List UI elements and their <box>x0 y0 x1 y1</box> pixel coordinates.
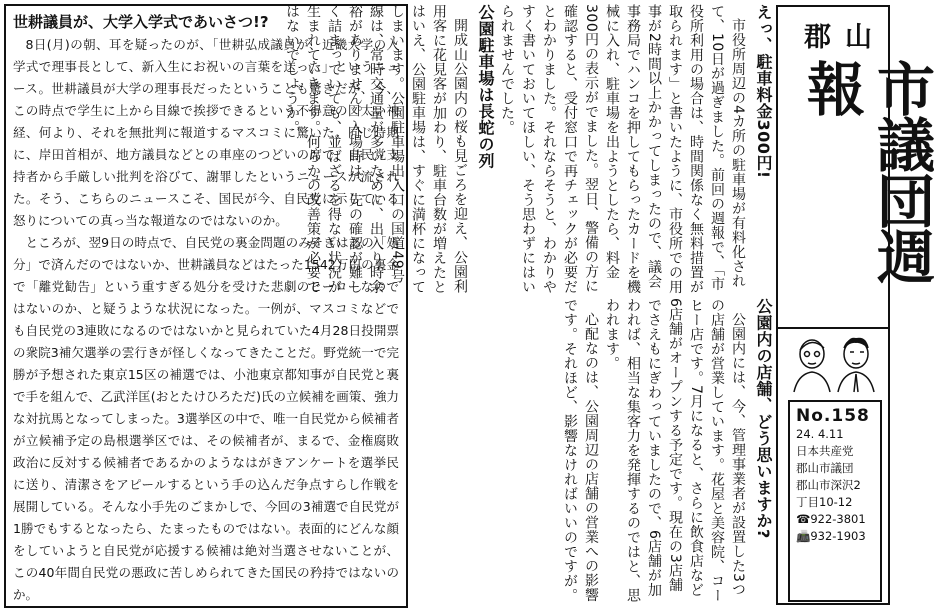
shops-article-body: 公園内には、今、管理事業者が設置した3つの店舗が営業しています。花屋と美容院、コーヒー店です。7月になると、さらに飲食店など6店舗がオープンする予定です。現在の3店舗でさえもにぎわっていましたので、6店舗が加われば、相当な集客力を発揮するのではと、思われます。 <box>604 298 746 603</box>
fax-number: 📠932-1903 <box>796 529 866 543</box>
area-name: 郡山 <box>804 22 886 53</box>
portrait-illustration <box>788 334 884 392</box>
issue-info-box <box>788 400 882 602</box>
left-article-heading: 世耕議員が、大学入学式であいさつ!? <box>13 13 269 31</box>
address-line-2: 丁目10-12 <box>796 495 853 509</box>
parking-article-body: 市役所周辺の4カ所の駐車場が有料化されて、10日が過ぎました。前回の週報で、「市役所利用の場合は、時間関係なく無料措置が取られます」と書いたように、市役所での用事が2時間以上かかってしまったので、議会事務局でハンコを押してもらったカードを機械に入れ、駐車場を出ようとしたら、料金300円の表示がでました。翌日、警備の方に確認すると、受付窓口で再チェックが必要だとわかりました。それならそうと、わかりやすく書いておいてほしい、そう思わずにはいられませんでした。 <box>499 4 746 294</box>
parking-article <box>284 4 774 294</box>
address-line-1: 郡山市深沢2 <box>796 478 861 492</box>
shops-article-body-2: 心配なのは、公園周辺の店舗の営業への影響です。それほど、影響なければいいのですが。 <box>562 298 599 603</box>
issue-number: No.158 <box>796 406 870 426</box>
councillor-portraits <box>788 334 884 392</box>
publisher-party: 日本共産党 <box>796 444 854 458</box>
masthead <box>776 5 935 605</box>
park-article-body: 開成山公園内の桜も見ごろを迎え、公園利用客に花見客が加わり、駐車台数が増えたとはいえ、公園駐車場は、すぐに満杯になってしまいます。公園駐車場出入口の国道49号線は、常時交通量が多いために、出入り時余裕がありません。入場時は、先の確認が難しく詰まっていても、並ばざるを得ない状況が生まれていきます。何らかの改善策が必要ではないでしょうか。 <box>284 4 468 294</box>
shops-article <box>414 298 774 605</box>
park-article-heading: 公園駐車場は長蛇の列 <box>476 4 495 169</box>
parking-article-heading: えっ、駐車料金300円! <box>754 4 773 179</box>
publisher-group: 郡山市議団 <box>796 461 854 475</box>
issue-date: 24. 4.11 <box>796 427 844 441</box>
left-article-paragraph-2: ところが、翌9日の時点で、自民党の裏金問題のみそぎはあの「処分」で済んだのではないか、世耕議員などはたった1542万円の裏金で「離党勧告」という重すぎる処分を受けた悲劇のヒーローなのではないのか、と疑うような状況になった。一例が、マスコミなどでも自民党の3連敗になるのではないかと見られていた4月28日投開票の衆院3補欠選挙の雲行きが怪しくなってきたことだ。野党統一で完勝が予想された東京15区の補選では、小池東京都知事が自民党と裏で手を組んで、乙武洋匡(おとたけひろただ)氏の立候補を画策、強力な対抗馬となってしまった。3選挙区の中で、唯一自民党から候補者が立候補予定の島根選挙区では、その候補者が、まるで、金権腐敗政治に反対する候補者であるかのようなはがきアンケートを選挙民に送り、清潔さをアピールするという手の込んだ争点すらし作戦を展開している。そんな小手先のごまかしで、今回の3補選で自民党が1勝でもするとなったら、たまったものではない。表面的にどんな顔をしていようと自民党が応援する候補は絶対当選させないことが、この40年間自民党の悪政に苦しめられてきた国民の矜持ではないのか。 <box>13 235 399 602</box>
shops-article-heading: 公園内の店舗、どう思いますか? <box>754 298 773 539</box>
left-article-paragraph-1: 8日(月)の朝、耳を疑ったのが、「世耕弘成議員が、近畿大学の入学式で理事長として、新入生にお祝いの言葉を送った」というニュース。世耕議員が大学の理事長だったということも驚きだが、今、この時点で学生に上から目線で挨拶できるという不得意の図太い神経、何より、それを無批判に報道するマスコミに驚いた。同じ時期に、岸田首相が、地方議員などとの車座のつどいの席で、自民党支持者から手厳しい批判を浴びて、謝罪したというニュースが流された。そう、こちらのニュースこそ、国民が今、自民党に示している怒りについての真っ当な報道なのではないのか。 <box>13 37 399 228</box>
phone-number: ☎922-3801 <box>796 512 866 526</box>
newsletter-title: 市議団週報 <box>797 59 935 283</box>
masthead-title-area <box>778 7 935 329</box>
